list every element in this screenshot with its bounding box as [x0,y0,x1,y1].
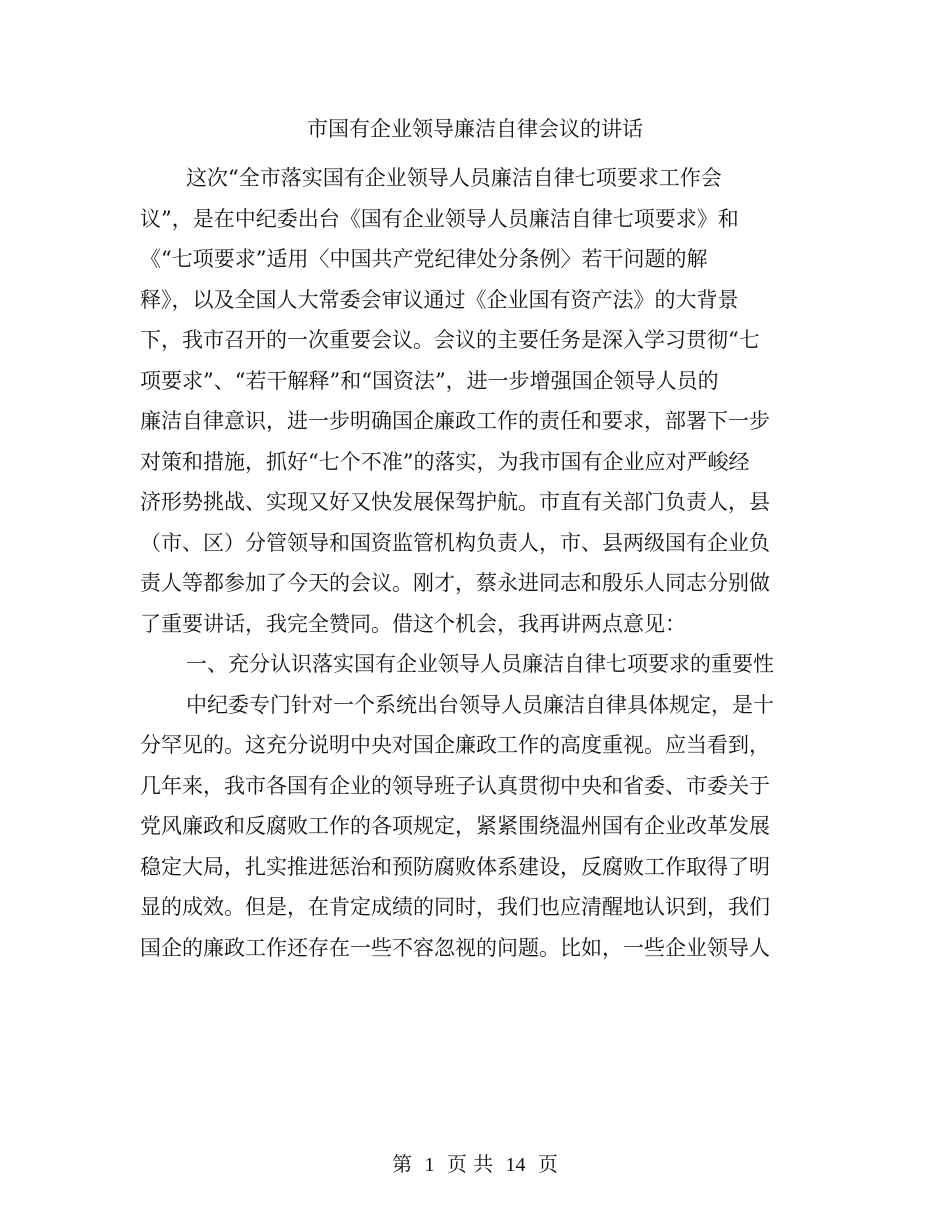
paragraph-line: 《“七项要求”适用〈中国共产党纪律处分条例〉若干问题的解 [140,247,708,271]
paragraph-line: 显的成效。但是，在肯定成绩的同时，我们也应清醒地认识到，我们 [140,895,770,919]
paragraph-line: 廉洁自律意识，进一步明确国企廉政工作的责任和要求，部署下一步 [140,409,770,433]
paragraph-line: 对策和措施，抓好“七个不准”的落实，为我市国有企业应对严峻经 [140,449,750,474]
footer-prefix: 第 [392,1152,413,1176]
section-heading: 一、充分认识落实国有企业领导人员廉洁自律七项要求的重要性 [186,652,774,676]
document-title: 市国有企业领导廉洁自律会议的讲话 [307,117,643,141]
paragraph-line: 项要求”、“若干解释”和“国资法”，进一步增强国企领导人员的 [140,368,719,393]
paragraph-line: 中纪委专门针对一个系统出台领导人员廉洁自律具体规定，是十 [186,692,774,717]
paragraph-line: 分罕见的。这充分说明中央对国企廉政工作的高度重视。应当看到， [140,733,770,757]
paragraph-line: 下，我市召开的一次重要会议。会议的主要任务是深入学习贯彻“七 [140,328,760,352]
document-body [140,158,774,968]
footer-middle: 页 共 [446,1152,494,1176]
paragraph-line: 济形势挑战、实现又好又快发展保驾护航。市直有关部门负责人，县 [140,490,770,514]
paragraph-line: 释》，以及全国人大常委会审议通过《企业国有资产法》的大背景 [140,287,739,312]
current-page-number: 1 [424,1154,435,1176]
footer-suffix: 页 [537,1152,558,1176]
paragraph-line: （市、区）分管领导和国资监管机构负责人，市、县两级国有企业负 [140,530,770,555]
paragraph-line: 几年来，我市各国有企业的领导班子认真贯彻中央和省委、市委关于 [140,773,770,798]
paragraph-line: 议”，是在中纪委出台《国有企业领导人员廉洁自律七项要求》和 [140,206,739,231]
paragraph-line: 责人等都参加了今天的会议。刚才，蔡永进同志和殷乐人同志分别做 [140,571,770,595]
paragraph-line: 这次“全市落实国有企业领导人员廉洁自律七项要求工作会 [186,166,722,190]
total-pages-number: 14 [505,1154,526,1176]
paragraph-line: 了重要讲话，我完全赞同。借这个机会，我再讲两点意见： [140,611,686,636]
paragraph-line: 国企的廉政工作还存在一些不容忽视的问题。比如，一些企业领导人 [140,935,770,960]
page-footer [0,1150,950,1179]
paragraph-line: 党风廉政和反腐败工作的各项规定，紧紧围绕温州国有企业改革发展 [140,814,770,838]
paragraph-line: 稳定大局，扎实推进惩治和预防腐败体系建设，反腐败工作取得了明 [140,854,770,879]
